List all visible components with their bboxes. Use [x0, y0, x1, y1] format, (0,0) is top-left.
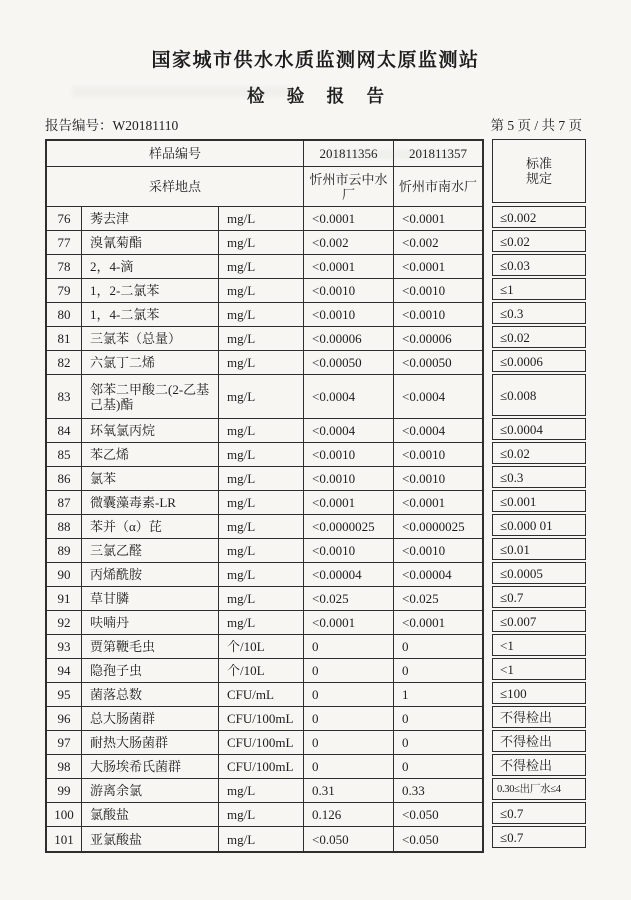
scan-bleed-artifact	[330, 150, 460, 159]
sample1-value-cell: <0.025	[304, 587, 394, 611]
sample1-value-cell: <0.0010	[304, 303, 394, 327]
standard-cell: ≤1	[492, 277, 586, 301]
page-indicator: 第 5 页 / 共 7 页	[490, 118, 582, 133]
report-number-value: W20181110	[112, 118, 179, 133]
sample2-value-cell: 0	[394, 755, 482, 779]
unit-cell: 个/10L	[219, 635, 304, 659]
standard-cell: 不得检出	[492, 729, 586, 753]
row-number-cell: 87	[47, 491, 82, 515]
parameter-name-cell: 草甘膦	[82, 587, 219, 611]
unit-cell: mg/L	[219, 539, 304, 563]
parameter-name-cell: 游离余氯	[82, 779, 219, 803]
sample1-value-cell: <0.0010	[304, 279, 394, 303]
unit-cell: mg/L	[219, 351, 304, 375]
unit-cell: mg/L	[219, 803, 304, 827]
parameter-name-cell: 亚氯酸盐	[82, 827, 219, 851]
row-number-cell: 91	[47, 587, 82, 611]
sample1-value-cell: <0.0010	[304, 467, 394, 491]
row-number-cell: 86	[47, 467, 82, 491]
sample2-value-cell: <0.050	[394, 803, 482, 827]
parameter-name-cell: 菌落总数	[82, 683, 219, 707]
unit-cell: mg/L	[219, 327, 304, 351]
unit-cell: mg/L	[219, 827, 304, 851]
sample1-value-cell: <0.050	[304, 827, 394, 851]
parameter-name-cell: 总大肠菌群	[82, 707, 219, 731]
sample1-value-cell: <0.0010	[304, 443, 394, 467]
unit-cell: CFU/100mL	[219, 755, 304, 779]
unit-cell: mg/L	[219, 419, 304, 443]
standard-cell: ≤0.02	[492, 229, 586, 253]
parameter-name-cell: 三氯苯（总量）	[82, 327, 219, 351]
sample1-value-cell: 0	[304, 755, 394, 779]
report-title: 检 验 报 告	[246, 86, 394, 106]
sampling-location-1: 忻州市云中水厂	[304, 167, 394, 207]
unit-cell: 个/10L	[219, 659, 304, 683]
row-number-cell: 85	[47, 443, 82, 467]
standard-cell: ≤0.3	[492, 301, 586, 325]
report-number-label: 报告编号：	[45, 118, 113, 133]
sample2-value-cell: 1	[394, 683, 482, 707]
standard-cell: ≤0.02	[492, 325, 586, 349]
standard-cell: ≤0.01	[492, 537, 586, 561]
scan-bleed-artifact	[72, 86, 292, 97]
sample1-value-cell: 0	[304, 683, 394, 707]
sample1-value-cell: <0.00004	[304, 563, 394, 587]
row-number-cell: 80	[47, 303, 82, 327]
parameter-name-cell: 大肠埃希氏菌群	[82, 755, 219, 779]
row-number-cell: 76	[47, 207, 82, 231]
unit-cell: mg/L	[219, 303, 304, 327]
parameter-name-cell: 氯苯	[82, 467, 219, 491]
standard-column	[492, 139, 586, 849]
parameter-name-cell: 苯并（α）芘	[82, 515, 219, 539]
standard-cell: ≤0.03	[492, 253, 586, 277]
sample1-value-cell: <0.0004	[304, 419, 394, 443]
standard-cell: ≤0.007	[492, 609, 586, 633]
sample2-value-cell: <0.0010	[394, 279, 482, 303]
parameter-name-cell: 六氯丁二烯	[82, 351, 219, 375]
parameter-name-cell: 微囊藻毒素-LR	[82, 491, 219, 515]
sample1-value-cell: <0.0001	[304, 491, 394, 515]
parameter-name-cell: 贾第鞭毛虫	[82, 635, 219, 659]
parameter-name-cell: 隐孢子虫	[82, 659, 219, 683]
standard-cell: ≤0.0005	[492, 561, 586, 585]
unit-cell: mg/L	[219, 779, 304, 803]
sample2-value-cell: 0	[394, 707, 482, 731]
standard-cell: <1	[492, 657, 586, 681]
parameter-name-cell: 氯酸盐	[82, 803, 219, 827]
sample1-value-cell: <0.00050	[304, 351, 394, 375]
sample2-value-cell: <0.0004	[394, 419, 482, 443]
standard-cell: ≤0.008	[492, 373, 586, 417]
sample1-value-cell: 0	[304, 731, 394, 755]
parameter-name-cell: 邻苯二甲酸二(2-乙基己基)酯	[82, 375, 219, 419]
unit-cell: mg/L	[219, 563, 304, 587]
standard-header	[492, 139, 586, 205]
standard-cell: <1	[492, 633, 586, 657]
unit-cell: mg/L	[219, 587, 304, 611]
report-meta-row	[45, 116, 582, 135]
unit-cell: mg/L	[219, 207, 304, 231]
sample1-value-cell: <0.0001	[304, 255, 394, 279]
standard-cell: 不得检出	[492, 705, 586, 729]
sample2-value-cell: 0	[394, 731, 482, 755]
row-number-cell: 101	[47, 827, 82, 851]
unit-cell: mg/L	[219, 611, 304, 635]
sample2-value-cell: <0.00004	[394, 563, 482, 587]
parameter-name-cell: 呋喃丹	[82, 611, 219, 635]
row-number-cell: 95	[47, 683, 82, 707]
sample2-value-cell: <0.0001	[394, 611, 482, 635]
sample1-value-cell: 0	[304, 635, 394, 659]
sample1-value-cell: 0.126	[304, 803, 394, 827]
parameter-name-cell: 苯乙烯	[82, 443, 219, 467]
sample2-value-cell: <0.050	[402, 831, 439, 847]
standard-cell: ≤0.7	[492, 585, 586, 609]
sample2-value-cell: 0	[394, 659, 482, 683]
unit-cell: mg/L	[219, 255, 304, 279]
standard-cell: 0.30≤出厂水≤4	[492, 777, 586, 801]
parameter-name-cell: 耐热大肠菌群	[82, 731, 219, 755]
parameter-name-cell: 1，4-二氯苯	[82, 303, 219, 327]
parameter-name-cell: 溴氰菊酯	[82, 231, 219, 255]
sample-number-label: 样品编号	[47, 141, 304, 167]
row-number-cell: 82	[47, 351, 82, 375]
standard-cell: ≤0.0004	[492, 417, 586, 441]
unit-cell: CFU/mL	[219, 683, 304, 707]
sample1-value-cell: <0.0001	[304, 611, 394, 635]
standard-cell: ≤0.002	[492, 205, 586, 229]
standard-cell: ≤0.7	[492, 801, 586, 825]
row-number-cell: 79	[47, 279, 82, 303]
sample1-value-cell: <0.0001	[304, 207, 394, 231]
sample2-value-cell: <0.0010	[394, 467, 482, 491]
sample1-value-cell: <0.0010	[304, 539, 394, 563]
sample2-value-cell: <0.025	[394, 587, 482, 611]
row-number-cell: 78	[47, 255, 82, 279]
standard-cell: 不得检出	[492, 753, 586, 777]
standard-cell: ≤0.3	[492, 465, 586, 489]
standard-cell: ≤100	[492, 681, 586, 705]
row-number-cell: 94	[47, 659, 82, 683]
row-number-cell: 89	[47, 539, 82, 563]
standard-cell: ≤0.0006	[492, 349, 586, 373]
sample2-value-cell: <0.002	[394, 231, 482, 255]
sample2-value-cell: 0.33	[394, 779, 482, 803]
row-number-cell: 99	[47, 779, 82, 803]
sample2-value-cell: <0.0010	[394, 303, 482, 327]
standard-cell: ≤0.000 01	[492, 513, 586, 537]
unit-cell: mg/L	[219, 515, 304, 539]
unit-cell: mg/L	[219, 375, 304, 419]
unit-cell: mg/L	[219, 443, 304, 467]
standard-header-line2: 规定	[525, 171, 552, 186]
sample2-value-cell: 0	[394, 635, 482, 659]
sample2-value-cell: <0.0010	[394, 443, 482, 467]
unit-cell: mg/L	[219, 491, 304, 515]
parameter-name-cell: 2，4-滴	[82, 255, 219, 279]
row-number-cell: 88	[47, 515, 82, 539]
row-number-cell: 96	[47, 707, 82, 731]
report-number	[45, 116, 178, 135]
sample2-value-cell: <0.0001	[394, 255, 482, 279]
sample1-value-cell: 0	[304, 659, 394, 683]
unit-cell: mg/L	[219, 279, 304, 303]
sample2-value-cell: <0.0000025	[394, 515, 482, 539]
sample-number-1: 201811356	[304, 141, 394, 167]
unit-cell: CFU/100mL	[219, 707, 304, 731]
standard-cell: ≤0.7	[492, 825, 586, 849]
sample2-value-cell: <0.0001	[394, 207, 482, 231]
parameter-name-cell: 莠去津	[82, 207, 219, 231]
sample1-value-cell: 0	[304, 707, 394, 731]
row-number-cell: 81	[47, 327, 82, 351]
sampling-location-label: 采样地点	[47, 167, 304, 207]
sample1-value-cell: <0.0004	[304, 375, 394, 419]
sample2-value-cell: <0.0001	[394, 491, 482, 515]
results-main-table	[45, 139, 484, 853]
row-number-cell: 98	[47, 755, 82, 779]
parameter-name-cell: 1，2-二氯苯	[82, 279, 219, 303]
sample2-value-cell: <0.00050	[394, 351, 482, 375]
standard-cell: ≤0.02	[492, 441, 586, 465]
standard-cell: ≤0.001	[492, 489, 586, 513]
results-table	[45, 139, 631, 853]
row-number-cell: 97	[47, 731, 82, 755]
sample-number-2: 201811357	[394, 141, 482, 167]
row-number-cell: 77	[47, 231, 82, 255]
row-number-cell: 83	[47, 375, 82, 419]
sampling-location-2: 忻州市南水厂	[394, 167, 482, 207]
sample2-value-cell: <0.0010	[394, 539, 482, 563]
row-number-cell: 100	[47, 803, 82, 827]
unit-cell: mg/L	[219, 231, 304, 255]
sample1-value-cell: 0.31	[304, 779, 394, 803]
parameter-name-cell: 三氯乙醛	[82, 539, 219, 563]
unit-cell: CFU/100mL	[219, 731, 304, 755]
row-number-cell: 90	[47, 563, 82, 587]
report-station-title: 国家城市供水水质监测网太原监测站	[151, 50, 480, 71]
sample1-value-cell: <0.00006	[304, 327, 394, 351]
row-number-cell: 84	[47, 419, 82, 443]
parameter-name-cell: 丙烯酰胺	[82, 563, 219, 587]
row-number-cell: 93	[47, 635, 82, 659]
sample2-value-cell: <0.00006	[394, 327, 482, 351]
standard-header-line1: 标准	[525, 156, 552, 171]
sample2-value-cell: <0.0004	[394, 375, 482, 419]
parameter-name-cell: 环氧氯丙烷	[82, 419, 219, 443]
unit-cell: mg/L	[219, 467, 304, 491]
sample1-value-cell: <0.0000025	[304, 515, 394, 539]
row-number-cell: 92	[47, 611, 82, 635]
sample1-value-cell: <0.002	[304, 231, 394, 255]
